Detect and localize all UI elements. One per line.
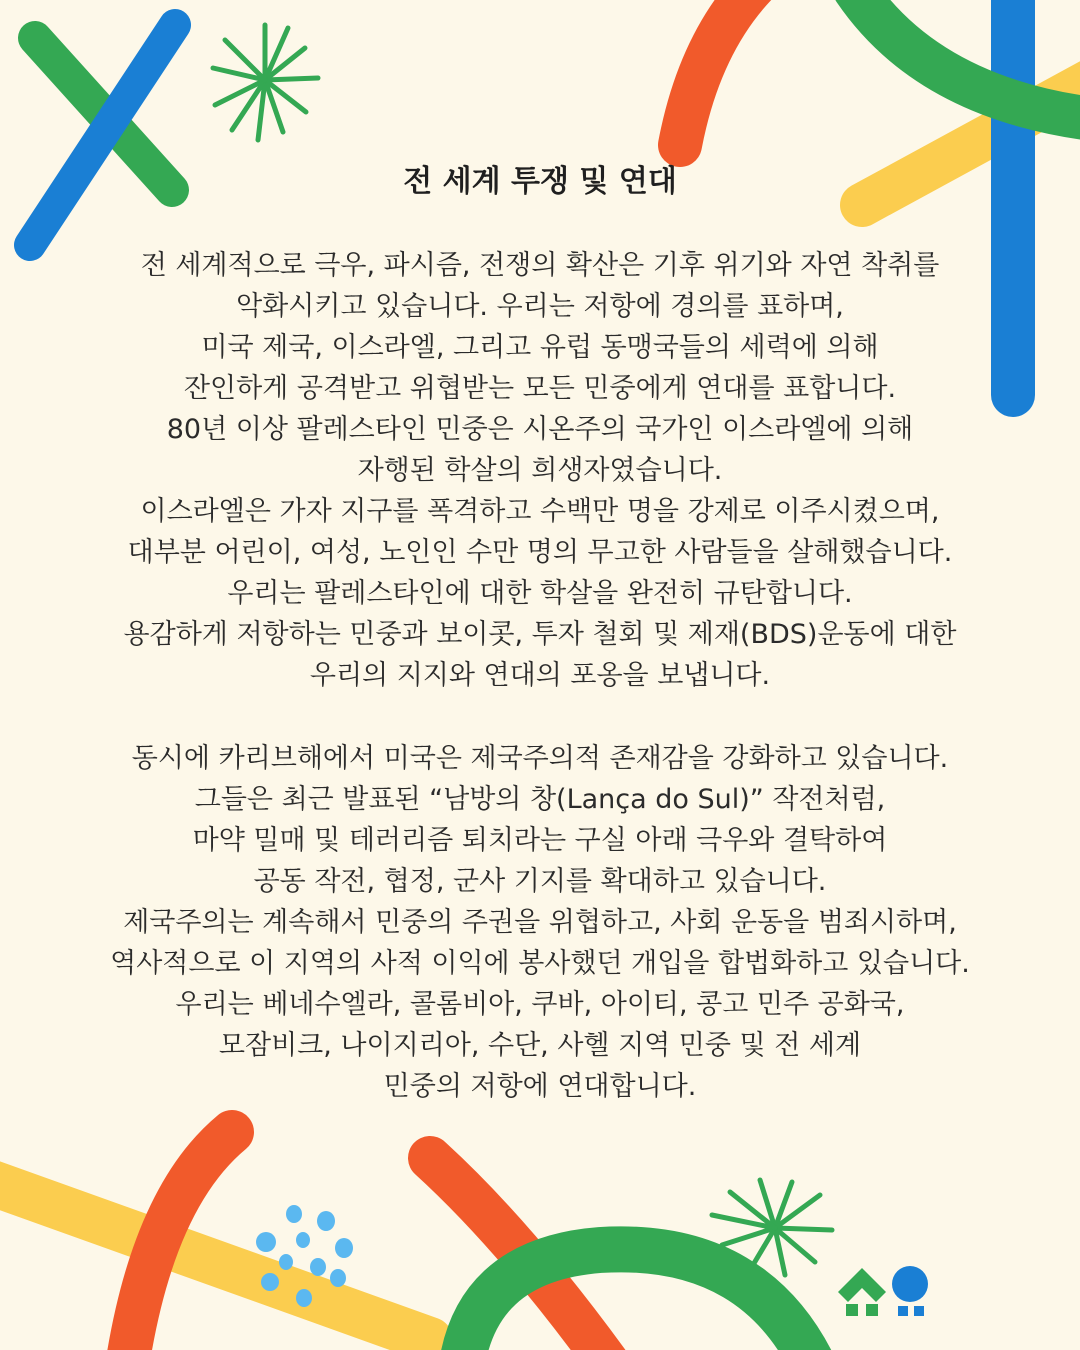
text-line: 80년 이상 팔레스타인 민중은 시온주의 국가인 이스라엘에 의해 xyxy=(166,414,914,445)
sparkle-burst xyxy=(213,25,318,140)
red-stroke xyxy=(680,0,760,145)
text-line: 미국 제국, 이스라엘, 그리고 유럽 동맹국들의 세력에 의해 xyxy=(201,332,879,363)
text-line: 제국주의는 계속해서 민중의 주권을 위협하고, 사회 운동을 범죄시하며, xyxy=(123,907,957,938)
yellow-stroke xyxy=(0,1175,430,1340)
text-line: 우리는 베네수엘라, 콜롬비아, 쿠바, 아이티, 콩고 민주 공화국, xyxy=(175,989,905,1020)
text-line: 악화시키고 있습니다. 우리는 저항에 경의를 표하며, xyxy=(236,291,844,322)
green-stroke xyxy=(855,0,1080,120)
text-line: 대부분 어린이, 여성, 노인인 수만 명의 무고한 사람들을 살해했습니다. xyxy=(127,537,953,568)
text-line: 전 세계적으로 극우, 파시즘, 전쟁의 확산은 기후 위기와 자연 착취를 xyxy=(140,250,940,281)
text-line: 공동 작전, 협정, 군사 기지를 확대하고 있습니다. xyxy=(253,866,827,897)
text-line: 민중의 저항에 연대합니다. xyxy=(383,1071,697,1102)
text-line: 우리는 팔레스타인에 대한 학살을 완전히 규탄합니다. xyxy=(227,578,853,609)
page-title: 전 세계 투쟁 및 연대 xyxy=(403,164,677,199)
paragraph-solidarity-palestine xyxy=(90,245,990,696)
text-line: 마약 밀매 및 테러리즘 퇴치라는 구실 아래 극우와 결탁하여 xyxy=(192,825,888,856)
text-line: 잔인하게 공격받고 위협받는 모든 민중에게 연대를 표합니다. xyxy=(183,373,897,404)
text-line: 자행된 학살의 희생자였습니다. xyxy=(357,455,723,486)
paragraph-solidarity-caribbean xyxy=(90,738,990,1107)
text-line: 그들은 최근 발표된 “남방의 창(Lança do Sul)” 작전처럼, xyxy=(194,784,886,815)
green-stroke xyxy=(460,1249,820,1350)
text-line: 동시에 카리브해에서 미국은 제국주의적 존재감을 강화하고 있습니다. xyxy=(131,743,949,774)
text-line: 이스라엘은 가자 지구를 폭격하고 수백만 명을 강제로 이주시켰으며, xyxy=(140,496,940,527)
text-line: 모잠비크, 나이지리아, 수단, 사헬 지역 민중 및 전 세계 xyxy=(218,1030,862,1061)
text-line: 용감하게 저항하는 민중과 보이콧, 투자 철회 및 제재(BDS)운동에 대한 xyxy=(123,619,957,650)
text-line: 우리의 지지와 연대의 포옹을 보냅니다. xyxy=(309,660,771,691)
text-line: 역사적으로 이 지역의 사적 이익에 봉사했던 개입을 합법화하고 있습니다. xyxy=(110,948,970,979)
mascot-logo xyxy=(838,1266,928,1316)
